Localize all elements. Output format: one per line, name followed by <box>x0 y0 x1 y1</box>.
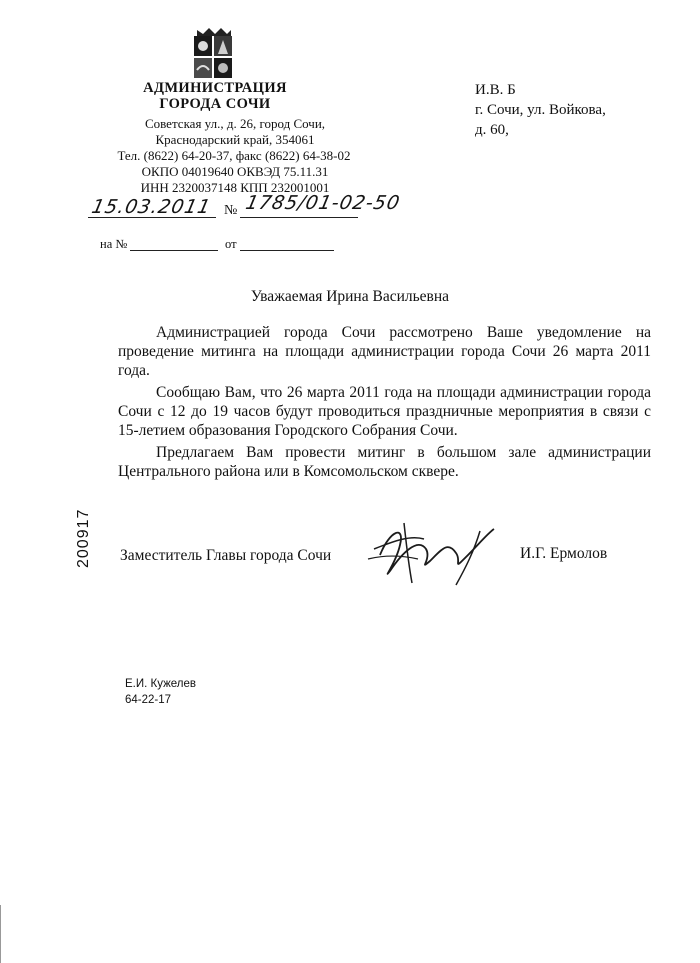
paragraph-1: Администрацией города Сочи рассмотрено Ваше уведомление на проведение митинга на площади администрации города Сочи 26 марта 2011 года. <box>118 324 651 379</box>
recipient-address-line1: г. Сочи, ул. Войкова, <box>475 102 606 118</box>
reply-to-label: на № <box>100 237 128 251</box>
address-line1: Советская ул., д. 26, город Сочи, <box>144 116 326 131</box>
letter-body <box>118 323 651 484</box>
inn-line: ИНН 2320037148 КПП 232001001 <box>140 180 330 195</box>
registration-date: 15.03.2011 <box>89 196 214 218</box>
reply-date-underline <box>240 250 334 251</box>
number-label: № <box>224 203 238 218</box>
sochi-coat-of-arms-icon <box>191 28 235 80</box>
org-name-line2: ГОРОДА СОЧИ <box>159 96 271 112</box>
number-underline <box>240 217 358 218</box>
executor-name: Е.И. Кужелев <box>125 678 197 690</box>
date-underline <box>88 217 216 218</box>
scan-edge-line <box>0 905 1 963</box>
paragraph-2: Сообщаю Вам, что 26 марта 2011 года на площади администрации города Сочи с 12 до 19 часов будут проводиться праздничные мероприятия в связи с 15-летием образования Городского Собрания Сочи. <box>118 384 651 439</box>
paragraph-3: Предлагаем Вам провести митинг в большом зале администрации Центрального района или в Комсомольском сквере. <box>118 444 651 480</box>
org-name-line1: АДМИНИСТРАЦИЯ <box>143 80 287 96</box>
okpo-line: ОКПО 04019640 ОКВЭД 75.11.31 <box>141 164 329 179</box>
phone-line: Тел. (8622) 64-20-37, факс (8622) 64-38-02 <box>117 148 351 163</box>
signature-scribble-icon <box>360 515 535 590</box>
executor-phone: 64-22-17 <box>125 694 172 706</box>
signatory-name: И.Г. Ермолов <box>520 545 608 562</box>
salutation: Уважаемая Ирина Васильевна <box>250 288 450 305</box>
recipient-address-line2: д. 60, <box>475 122 509 138</box>
reply-number-underline <box>130 250 218 251</box>
registration-number: 1785/01-02-50 <box>243 192 403 214</box>
signatory-position: Заместитель Главы города Сочи <box>120 547 332 564</box>
from-label: от <box>225 237 237 251</box>
side-stamp-number: 200917 <box>75 508 92 568</box>
address-line2: Краснодарский край, 354061 <box>155 132 315 147</box>
recipient-name: И.В. Б <box>475 82 516 98</box>
